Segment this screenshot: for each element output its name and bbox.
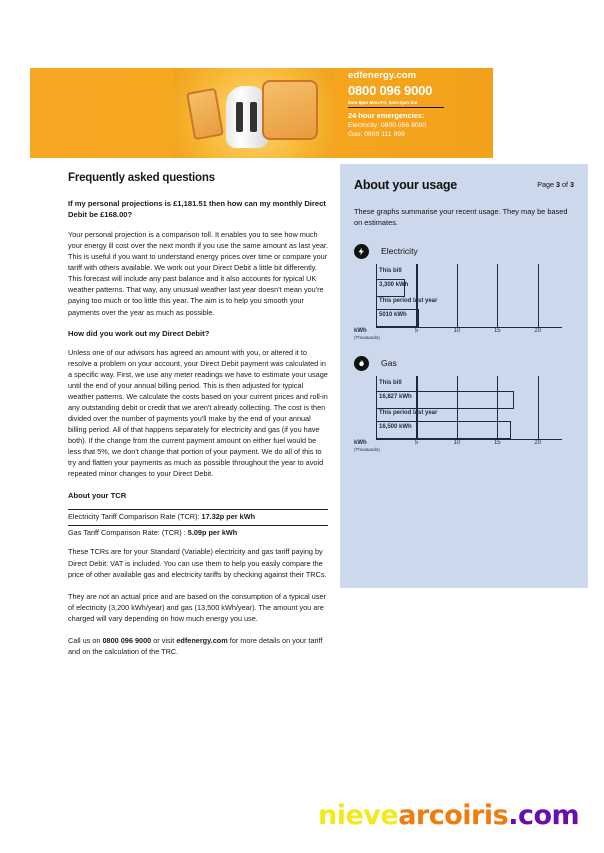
gridline — [538, 376, 539, 439]
page-total: 3 — [570, 180, 574, 189]
faq-section — [68, 172, 328, 668]
axis-tick-label: 15 — [493, 328, 501, 335]
watermark — [318, 800, 579, 831]
gas-usage-block — [354, 354, 574, 452]
x-axis-sublabel: (Thousands) — [354, 335, 380, 341]
edf-logo — [478, 72, 550, 152]
tcr-paragraph-1: These TCRs are for your Standard (Variable) electricity and gas tariff paying by Direct Debit: VAT is included. You can use them to help you easily compare the price of other available gas and electricity tariffs by checking against their TRCs. — [68, 547, 327, 579]
tcr-call-phone: 0800 096 9000 — [102, 635, 152, 645]
tcr-call-site[interactable]: edfenergy.com — [176, 635, 228, 645]
header-emergency-electricity: Electricity: 0800 056 8090 — [348, 122, 427, 129]
watermark-part-2: arcoiris — [398, 800, 509, 831]
series-label: This bill — [379, 268, 402, 275]
edf-swirl-icon — [478, 72, 550, 118]
gas-label: Gas — [381, 358, 397, 369]
tcr-electricity-row — [68, 509, 328, 525]
axis-tick-label: 5 — [414, 440, 419, 447]
edf-logo-sub: ENERGY — [493, 138, 535, 147]
axis-tick-label: 20 — [534, 328, 542, 335]
watermark-part-3: .com — [508, 800, 580, 831]
usage-title: About your usage — [354, 178, 458, 192]
electricity-label: Electricity — [381, 246, 418, 257]
tcr-gas-label: Gas Tariff Comparison Rate: (TCR) : — [68, 527, 186, 537]
series-label: This period last year — [379, 298, 438, 305]
axis-tick-label: 10 — [453, 440, 461, 447]
bar-value-label: 5010 kWh — [379, 312, 407, 319]
electricity-bar-chart — [354, 264, 566, 340]
bar-value-label: 16,500 kWh — [379, 424, 412, 431]
faq-question-1: If my personal projections is £1,181.51 then how can my monthly Direct Debit be £168.00? — [68, 199, 326, 219]
tcr-gas-row — [68, 525, 328, 541]
page-of: of — [560, 180, 570, 189]
usage-subtitle: These graphs summarise your recent usage. They may be based on estimates. — [354, 207, 568, 228]
axis-tick-label: 10 — [453, 328, 461, 335]
gas-bar-chart — [354, 376, 566, 452]
tcr-title: About your TCR — [68, 490, 127, 500]
tcr-paragraph-2: They are not an actual price and are based on the consumption of a typical user of electricity (3,200 kWh/year) and gas (13,500 kWh/year). The amount you are charged will vary depending on how much energy you use. — [68, 591, 326, 623]
x-axis — [376, 439, 562, 440]
x-axis-label: kWh — [354, 440, 367, 447]
toaster-image — [174, 68, 334, 158]
bar-value-label: 3,300 kWh — [379, 282, 409, 289]
faq-answer-2: Unless one of our advisors has agreed an amount with you, or altered it to resolve a problem on your account, your Direct Debit payment was calculated in a specific way. First, we use any meter readings we have to estimate your usage until the end of your annual billing period. This is then adjusted for typical weather patterns. We calculate the costs based on your current prices and roll-in any outstanding debit or credit that we aren't already collecting. The cost is then divided over the number of payments you'll make by the end of your annual billing period. All of that happens separately for electricity and gas (if you have both). If the change from the current payment amount on either fuel would be less that 5%, we don't change that portion of your payment. We do all of this to try and flatten your payments as much as possible throughout the year to avoid repeated minor changes to your Direct Debit. — [68, 347, 328, 479]
header-emergency-gas: Gas: 0800 111 999 — [348, 131, 405, 138]
gridline — [497, 264, 498, 327]
edf-logo-word: edf — [498, 114, 530, 140]
header-website[interactable]: edfenergy.com — [348, 70, 417, 81]
tcr-gas-value: 5.09p per kWh — [187, 527, 238, 537]
series-label: This bill — [379, 380, 402, 387]
axis-tick-label: 20 — [534, 440, 542, 447]
gas-header — [354, 354, 574, 372]
toaster-slot-right — [250, 102, 257, 132]
x-axis — [376, 327, 562, 328]
x-axis-label: kWh — [354, 328, 367, 335]
axis-tick-label: 5 — [414, 328, 419, 335]
tcr-paragraph-3 — [68, 635, 328, 657]
watermark-part-1: nieve — [318, 800, 399, 831]
toast-slice-left — [186, 88, 224, 140]
gridline — [538, 264, 539, 327]
bar-value-label: 16,827 kWh — [379, 394, 412, 401]
gridline — [457, 264, 458, 327]
header-emergency-title: 24 hour emergencies: — [348, 111, 425, 120]
page-number — [537, 180, 574, 189]
faq-question-2: How did you work out my Direct Debit? — [68, 328, 210, 338]
electricity-usage-block — [354, 242, 574, 340]
electricity-header — [354, 242, 574, 260]
page-prefix: Page — [537, 180, 556, 189]
x-axis-sublabel: (Thousands) — [354, 447, 380, 453]
header-phone: 0800 096 9000 — [348, 83, 433, 98]
header-opening-hours: 8am-8pm Mon-Fri, 8am-2pm Sat — [348, 100, 444, 108]
faq-answer-1: Your personal projection is a comparison toll. It enables you to see how much your energy ill cost over the next month if you use the same amount as last year. This is useful if you want to understand energy prices over time or compare your tariff with others available. We work out your Direct Debit a little bit differently. This forecast will include any past balance and it also accounts for typical UK weather patterns. That way, any unusual weather last year doesn't mean you're paying too much or too little this year. The aim is to help you smooth your payments over the year as much as possible. — [68, 230, 328, 317]
tcr-electricity-label: Electricity Tariff Comparison Rate (TCR): — [68, 511, 200, 521]
tcr-call-post: for more details on your tariff and on the calculation of the TRC. — [68, 635, 323, 656]
faq-title: Frequently asked questions — [68, 172, 215, 184]
page-current: 3 — [556, 180, 560, 189]
usage-content — [354, 176, 574, 452]
tcr-call-pre: Call us on — [68, 635, 103, 645]
toaster-slot-left — [236, 102, 243, 132]
usage-panel — [340, 164, 588, 588]
toast-slice-right — [262, 80, 318, 140]
header-contact-info — [348, 70, 453, 138]
tcr-electricity-value: 17.32p per kWh — [201, 511, 256, 521]
bolt-icon — [354, 244, 369, 259]
axis-tick-label: 15 — [493, 440, 501, 447]
flame-icon — [354, 356, 369, 371]
series-label: This period last year — [379, 410, 438, 417]
tcr-call-mid: or visit — [151, 635, 177, 645]
